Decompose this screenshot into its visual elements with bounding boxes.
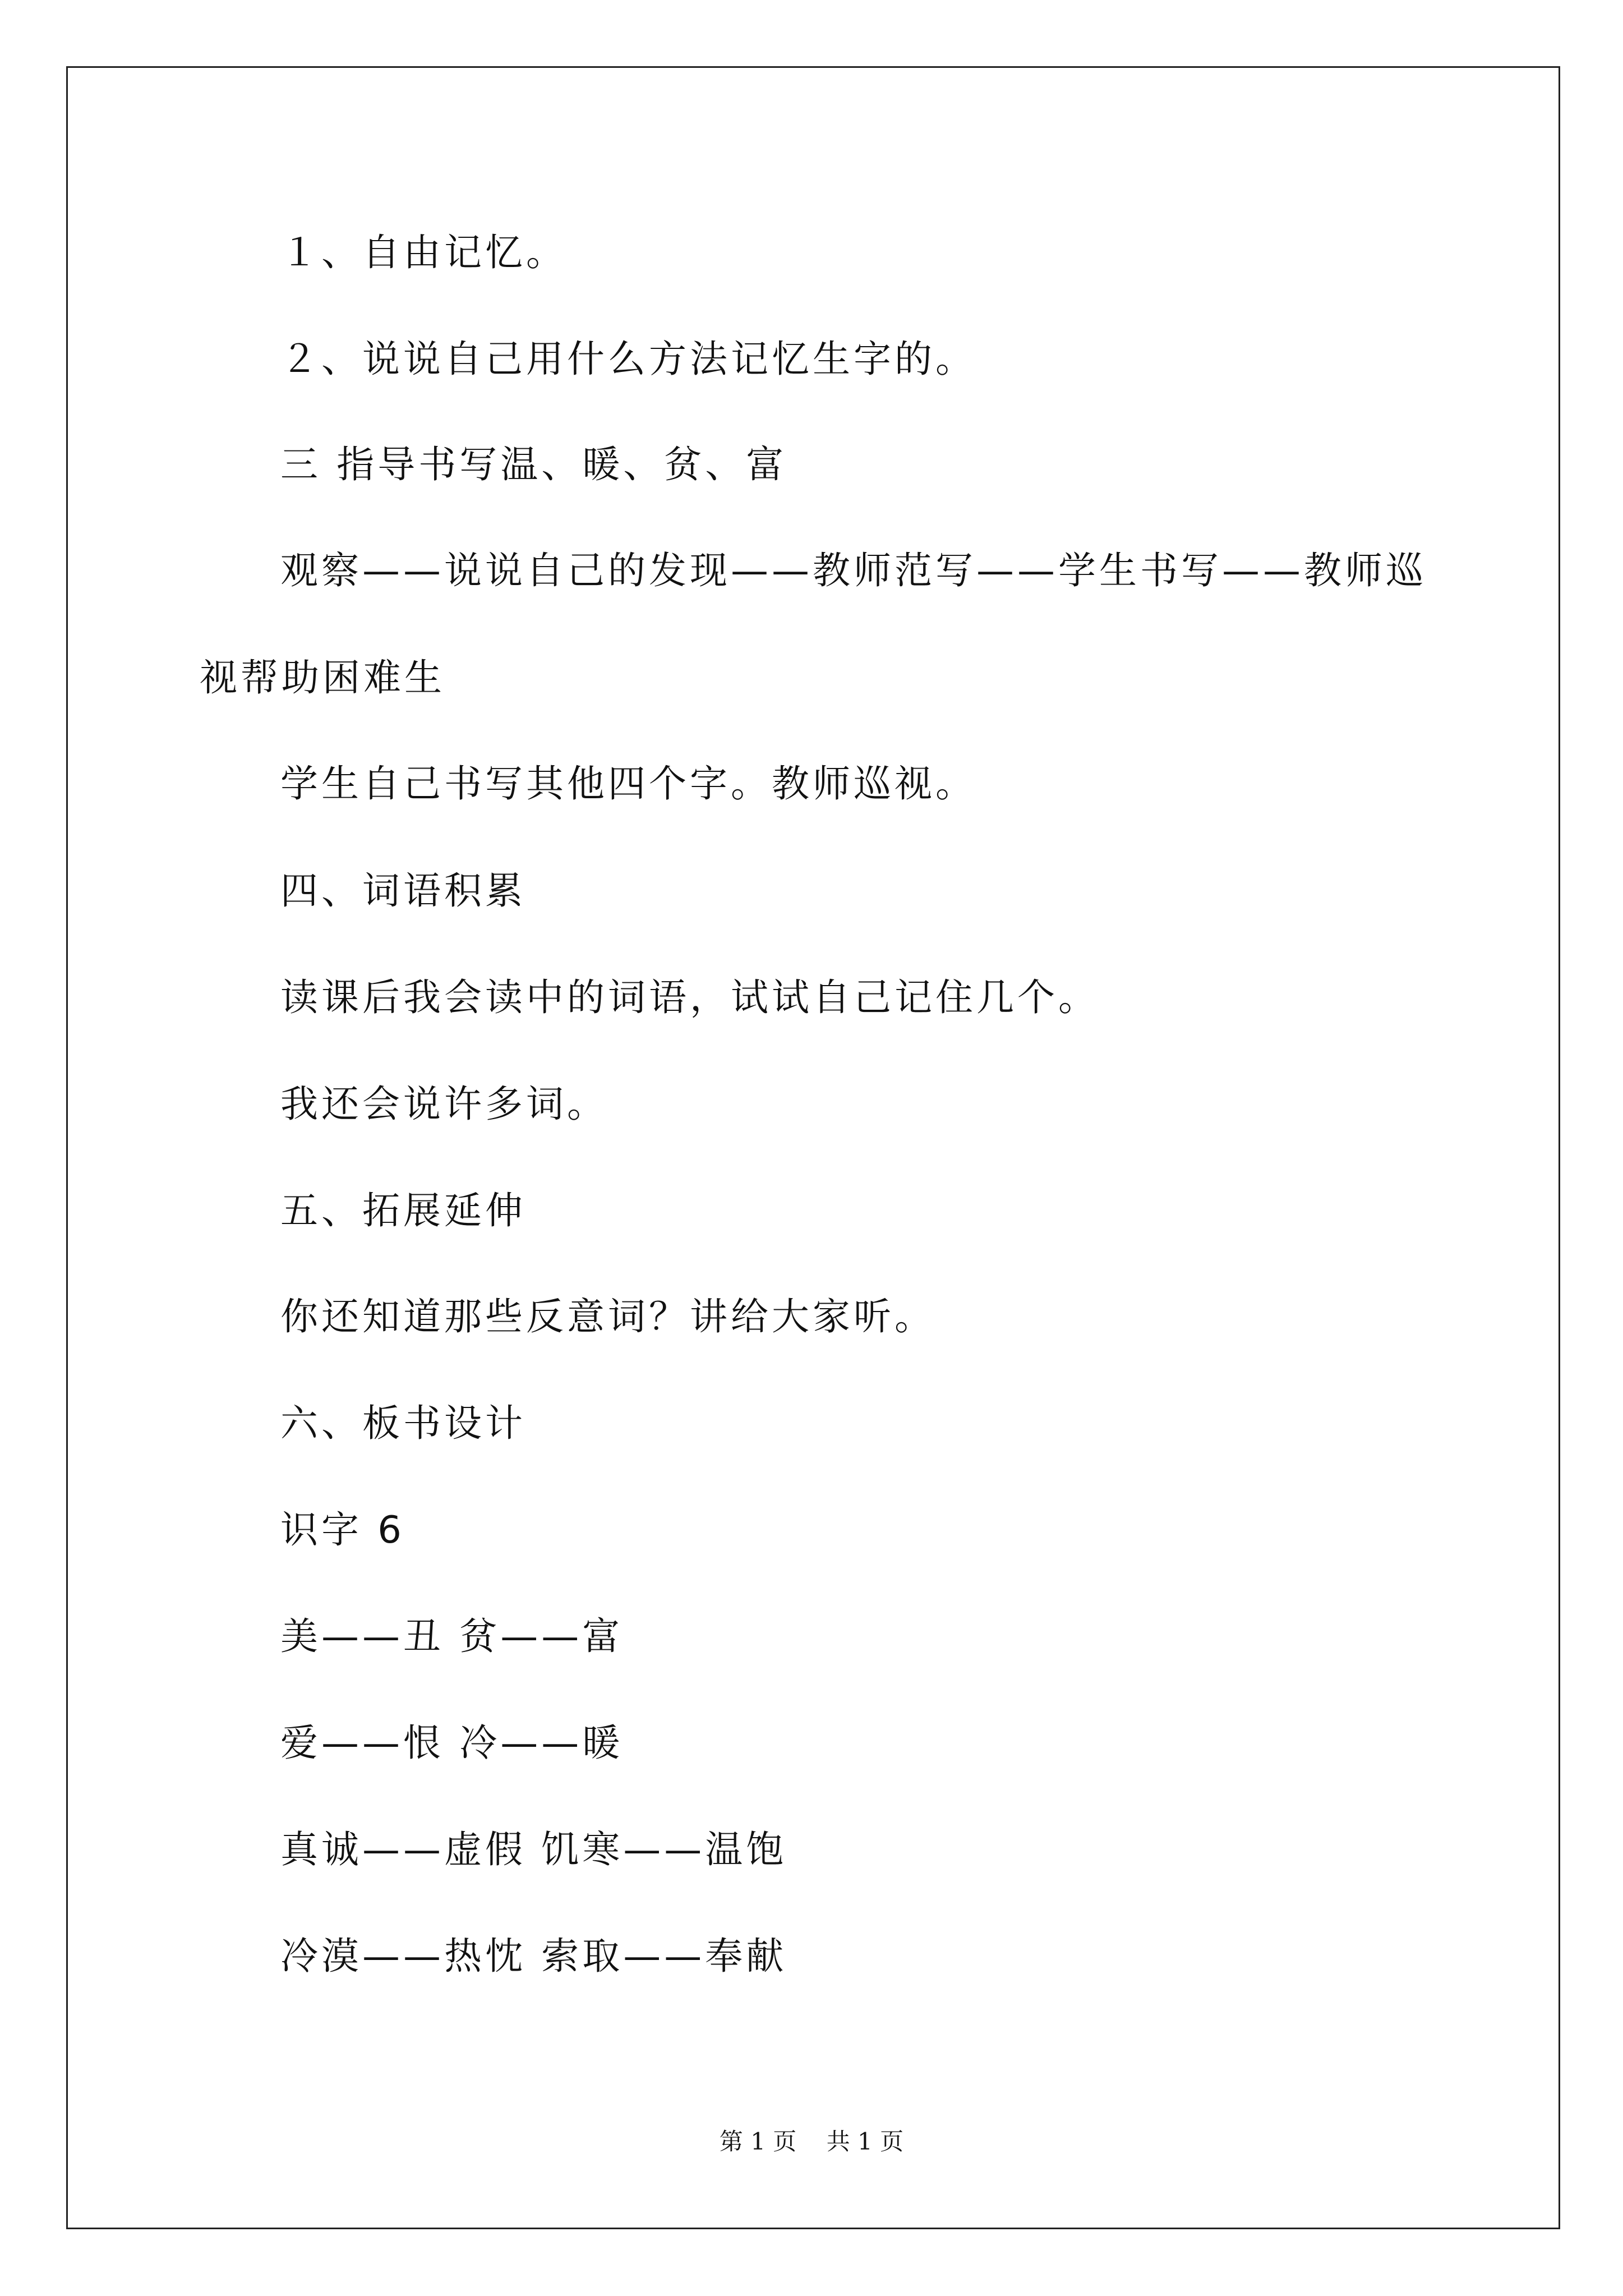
section-4-heading: 四、词语积累 <box>280 869 526 913</box>
item-2-memory-method: ２、说说自己用什么方法记忆生字的。 <box>280 337 976 381</box>
section-5-heading: 五、拓展延伸 <box>280 1189 526 1232</box>
paragraph-student-writing: 学生自己书写其他四个字。教师巡视。 <box>280 762 976 806</box>
board-line-1: 美——丑 贫——富 <box>280 1614 624 1658</box>
paragraph-more-words: 我还会说许多词。 <box>280 1082 608 1126</box>
paragraph-read-words: 读课后我会读中的词语，试试自己记住几个。 <box>280 976 1099 1019</box>
section-6-heading: 六、板书设计 <box>280 1401 526 1445</box>
board-line-4: 冷漠——热忱 索取——奉献 <box>280 1934 787 1978</box>
page-frame <box>66 66 1560 2229</box>
board-title: 识字 6 <box>280 1508 405 1552</box>
paragraph-antonyms: 你还知道那些反意词？讲给大家听。 <box>280 1295 935 1338</box>
section-3-heading: 三 指导书写温、暖、贫、富 <box>280 443 787 486</box>
item-1-free-memory: １、自由记忆。 <box>280 231 567 274</box>
page-footer: 第 1 页 共 1 页 <box>719 2128 904 2155</box>
paragraph-observe-line-1: 观察——说说自己的发现——教师范写——学生书写——教师巡 <box>280 549 1427 592</box>
paragraph-observe-line-2: 视帮助困难生 <box>200 656 445 700</box>
board-line-3: 真诚——虚假 饥寒——温饱 <box>280 1828 787 1871</box>
board-line-2: 爱——恨 冷——暖 <box>280 1721 624 1765</box>
